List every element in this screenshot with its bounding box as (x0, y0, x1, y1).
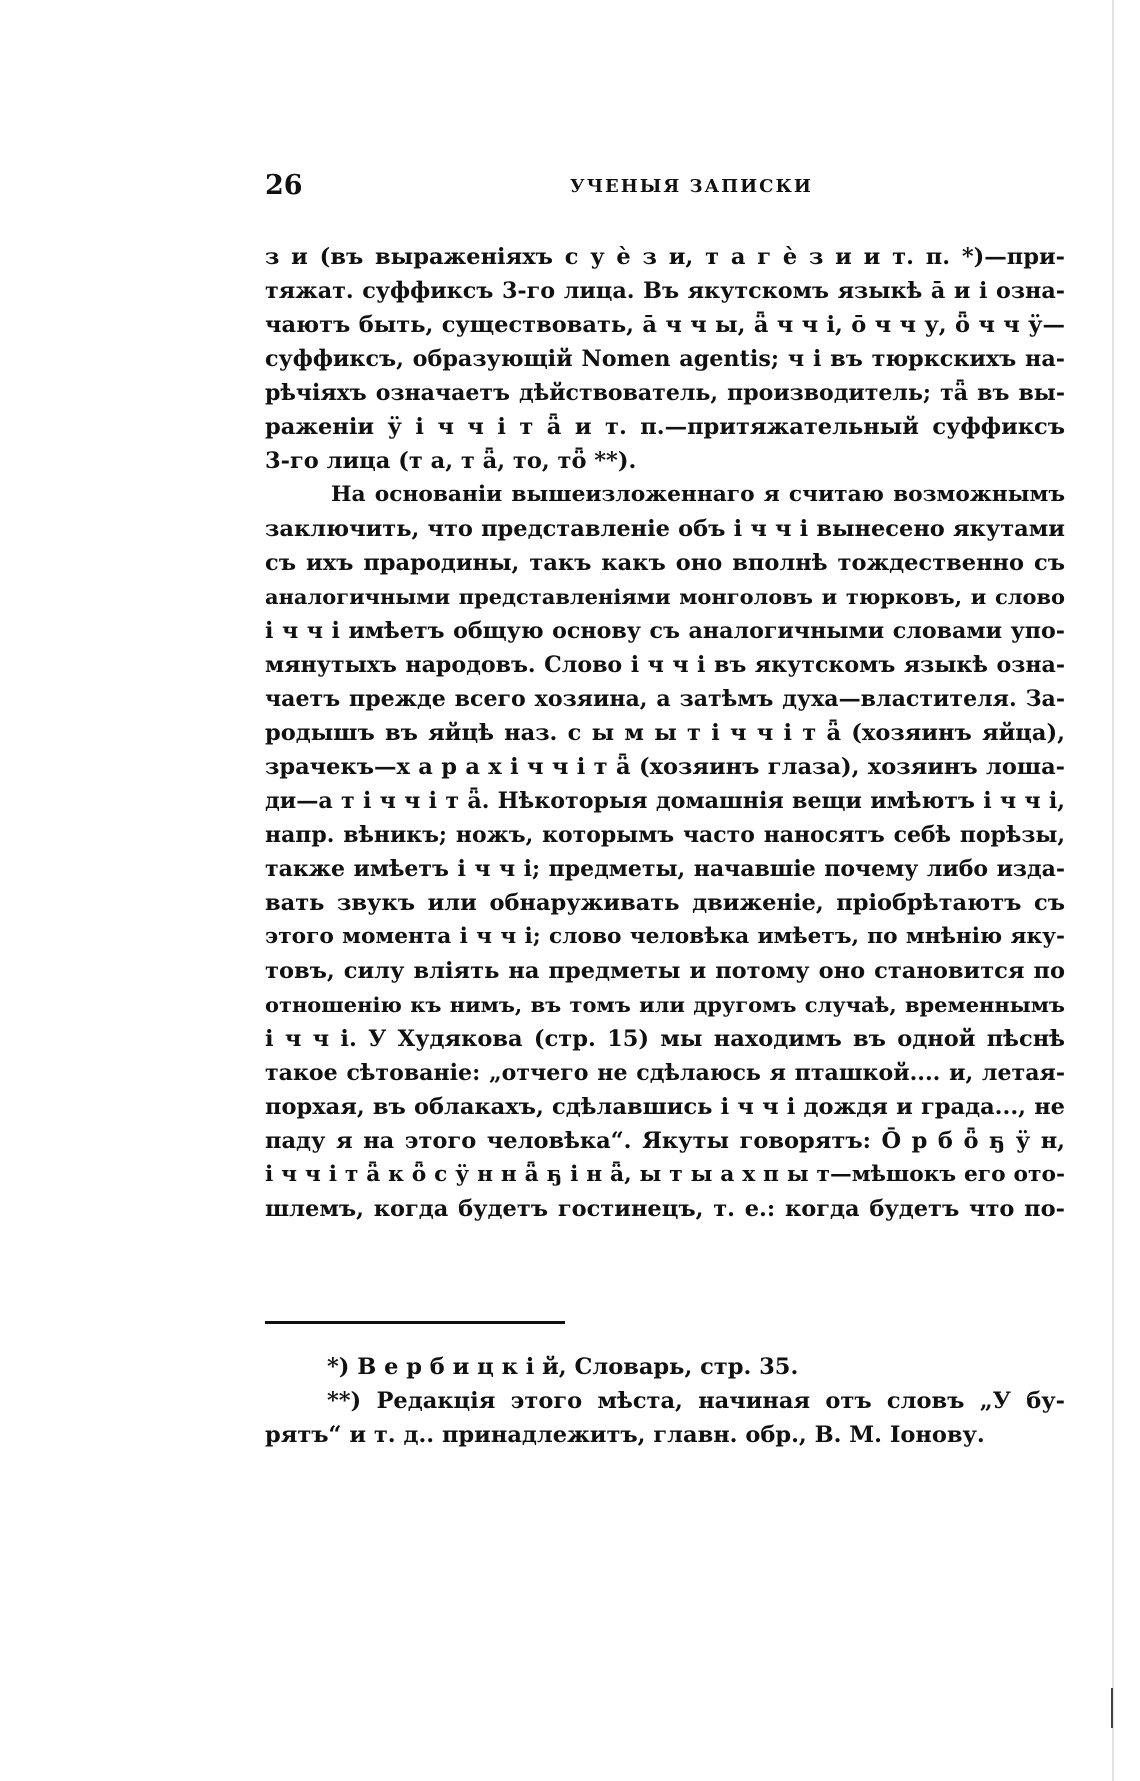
footnote-2: **) Редакція этого мѣста, начиная отъ словъ „У бу- (327, 1388, 1065, 1414)
paragraph-start-line: На основаніи вышеизложеннаго я считаю возможнымъ (331, 482, 1065, 507)
text-line: чаетъ прежде всего хозяина, а затѣмъ духа—властителя. За- (265, 686, 1065, 712)
text-line: і ч ч і. У Худякова (стр. 15) мы находимъ въ одной пѣснѣ (265, 1026, 1065, 1052)
text-line: съ ихъ прародины, такъ какъ оно вполнѣ тождественно съ (265, 550, 1065, 576)
text-line: шлемъ, когда будетъ гостинецъ, т. е.: когда будетъ что по- (265, 1196, 1065, 1222)
text-line: заключить, что представленіе объ і ч ч і вынесено якутами (265, 516, 1065, 542)
running-head: УЧЕНЫЯ ЗАПИСКИ (570, 176, 813, 197)
text-line: также имѣетъ і ч ч і; предметы, начавшіе почему либо изда- (265, 856, 1065, 882)
text-line: зрачекъ—х а р а х і ч ч і т ǟ (хозяинъ глаза), хозяинъ лоша- (265, 754, 1065, 780)
footnote-divider (265, 1321, 565, 1324)
text-line: ди—а т і ч ч і т ǟ. Нѣкоторыя домашнія вещи имѣютъ і ч ч і, (265, 788, 1065, 814)
text-line: вать звукъ или обнаруживать движеніе, пріобрѣтаютъ съ (265, 890, 1065, 916)
text-line: товъ, силу вліять на предметы и потому оно становится по (265, 958, 1065, 984)
text-line: этого момента і ч ч і; слово человѣка имѣетъ, по мнѣнію яку- (265, 924, 1065, 949)
footnote-2-continuation: рятъ“ и т. д.. принадлежитъ, главн. обр., В. М. Іонову. (265, 1422, 985, 1448)
text-line: родышъ въ яйцѣ наз. с ы м ы т і ч ч і т ǟ (хозяинъ яйца), (265, 720, 1065, 746)
page-header (265, 170, 1065, 210)
page-number: 26 (265, 170, 303, 201)
main-text (265, 240, 1065, 1226)
text-line: рѣчіяхъ означаетъ дѣйствователь, производитель; тǟ въ вы- (265, 380, 1065, 406)
text-line: порхая, въ облакахъ, сдѣлавшись і ч ч і дождя и града..., не (265, 1094, 1065, 1120)
text-line: чаютъ быть, существовать, ā ч ч ы, ǟ ч ч і, ō ч ч у, ȫ ч ч ӱ— (265, 312, 1065, 338)
text-line: такое сѣтованіе: „отчего не сдѣлаюсь я пташкой.... и, летая- (265, 1060, 1065, 1086)
text-line: 3-го лица (т а, т ǟ, то, тȫ **). (265, 448, 637, 474)
text-line: з и (въ выраженіяхъ с у ѐ з и, т а г ѐ з и и т. п. *)—при- (265, 244, 1065, 270)
page-edge-line (1112, 0, 1114, 1781)
text-line: тяжат. суффиксъ 3-го лица. Въ якутскомъ языкѣ ā и і озна- (265, 278, 1065, 304)
footnote-1: *) В е р б и ц к і й, Словарь, стр. 35. (327, 1354, 799, 1380)
text-line: аналогичными представленіями монголовъ и тюрковъ, и слово (265, 584, 1065, 609)
text-line: напр. вѣникъ; ножъ, которымъ часто наносятъ себѣ порѣзы, (265, 822, 1065, 848)
text-line: і ч ч і т ǟ к ȫ с ӱ н н ǟ ҕ і н ǟ, ы т ы а х п ы т—мѣшокъ его ото- (265, 1162, 1065, 1187)
footnotes (265, 1350, 1065, 1452)
page-edge-mark (1111, 1688, 1113, 1728)
text-line: і ч ч і имѣетъ общую основу съ аналогичными словами упо- (265, 618, 1065, 644)
text-line: мянутыхъ народовъ. Слово і ч ч і въ якутскомъ языкѣ озна- (265, 652, 1065, 678)
text-line: суффиксъ, образующій Nomen agentis; ч і въ тюркскихъ на- (265, 346, 1065, 372)
text-line: раженіи ӱ і ч ч і т ǟ и т. п.—притяжательный суффиксъ (265, 414, 1065, 440)
text-line: отношенію къ нимъ, въ томъ или другомъ случаѣ, временнымъ (265, 992, 1065, 1017)
text-line: паду я на этого человѣка“. Якуты говорятъ: Ō р б ȫ ҕ ӱ н, (265, 1128, 1065, 1154)
